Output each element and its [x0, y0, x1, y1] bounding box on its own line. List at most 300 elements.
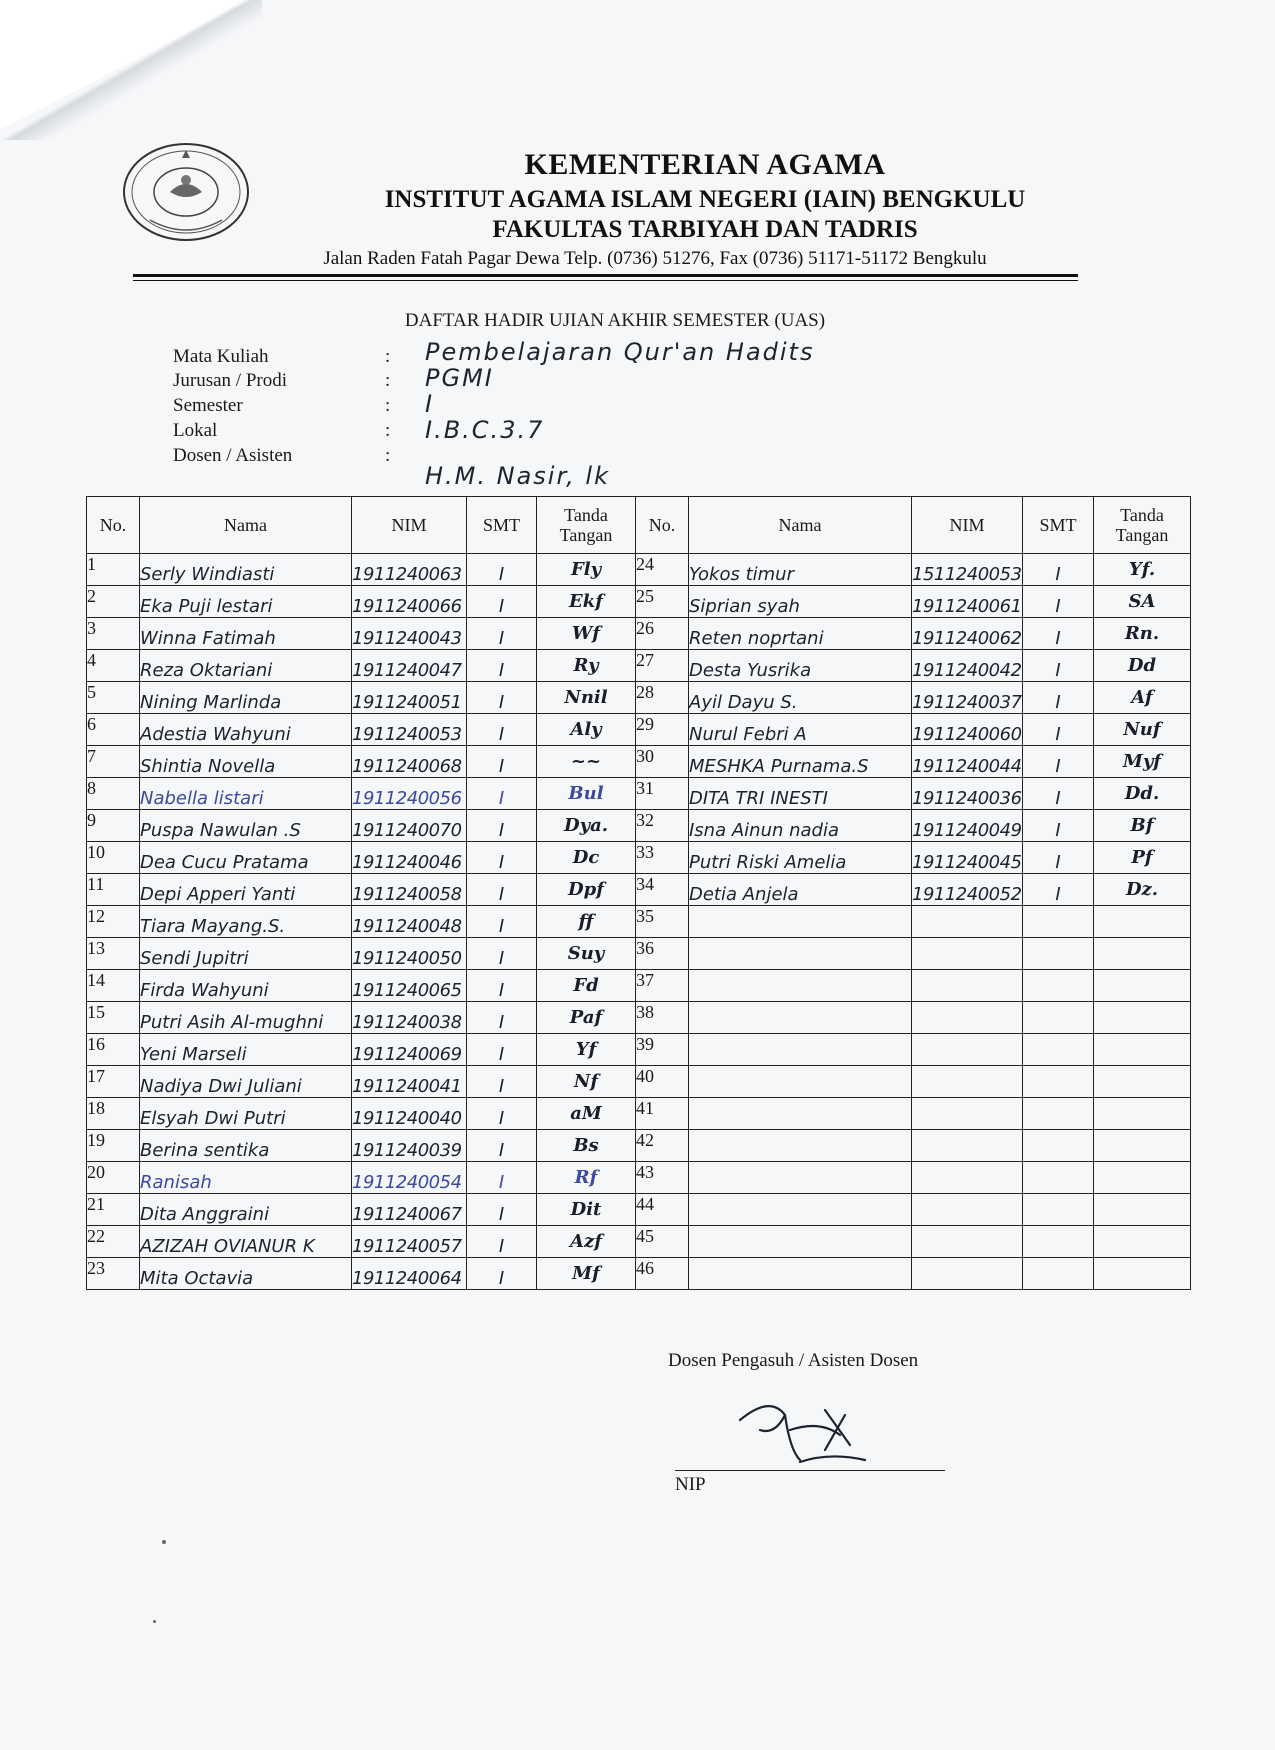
cell-nim: 1511240053 [912, 554, 1023, 586]
attendance-table [86, 496, 1191, 1290]
table-row [87, 1066, 1191, 1098]
table-row [87, 906, 1191, 938]
cell-smt: I [1023, 874, 1094, 906]
meta-label-lecturer: Dosen / Asisten [173, 445, 293, 466]
cell-signature: Fd [537, 970, 636, 1002]
cell-nim: 1911240063 [352, 554, 467, 586]
cell-name [689, 1002, 912, 1034]
cell-no: 30 [636, 746, 689, 778]
cell-signature: Rf [537, 1162, 636, 1194]
cell-no: 29 [636, 714, 689, 746]
cell-no: 28 [636, 682, 689, 714]
cell-signature: Dit [537, 1194, 636, 1226]
cell-nim [912, 1066, 1023, 1098]
cell-signature: Ekf [537, 586, 636, 618]
cell-nim: 1911240037 [912, 682, 1023, 714]
cell-signature: Fly [537, 554, 636, 586]
cell-smt: I [1023, 618, 1094, 650]
cell-smt: I [467, 1002, 537, 1034]
cell-smt: I [467, 938, 537, 970]
cell-nim [912, 906, 1023, 938]
cell-nim [912, 1162, 1023, 1194]
cell-signature: Ry [537, 650, 636, 682]
cell-smt: I [1023, 714, 1094, 746]
cell-nim [912, 1194, 1023, 1226]
col-header-nama: Nama [689, 497, 912, 554]
cell-no: 23 [87, 1258, 140, 1290]
cell-signature: Nnil [537, 682, 636, 714]
cell-signature [1094, 1162, 1191, 1194]
cell-name [689, 1258, 912, 1290]
meta-colon: : [385, 370, 391, 391]
cell-smt: I [467, 1162, 537, 1194]
cell-no: 38 [636, 1002, 689, 1034]
cell-nim [912, 1034, 1023, 1066]
cell-nim: 1911240067 [352, 1194, 467, 1226]
cell-name: Yokos timur [689, 554, 912, 586]
cell-name: Tiara Mayang.S. [140, 906, 352, 938]
cell-no: 14 [87, 970, 140, 1002]
cell-smt: I [467, 1226, 537, 1258]
table-row [87, 714, 1191, 746]
cell-smt: I [1023, 746, 1094, 778]
cell-smt: I [467, 810, 537, 842]
cell-signature: Af [1094, 682, 1191, 714]
cell-no: 17 [87, 1066, 140, 1098]
cell-name [689, 1034, 912, 1066]
cell-nim [912, 970, 1023, 1002]
cell-name: Sendi Jupitri [140, 938, 352, 970]
meta-colon: : [385, 445, 391, 466]
cell-no: 35 [636, 906, 689, 938]
cell-name: Ranisah [140, 1162, 352, 1194]
meta-label-room: Lokal [173, 420, 218, 441]
header-address: Jalan Raden Fatah Pagar Dewa Telp. (0736) 51276, Fax (0736) 51171-51172 Bengkulu [323, 248, 987, 269]
cell-nim: 1911240052 [912, 874, 1023, 906]
cell-nim [912, 1098, 1023, 1130]
cell-smt [1023, 1098, 1094, 1130]
cell-signature: Dc [537, 842, 636, 874]
cell-smt: I [1023, 842, 1094, 874]
cell-nim: 1911240046 [352, 842, 467, 874]
cell-nim: 1911240049 [912, 810, 1023, 842]
cell-signature: Suy [537, 938, 636, 970]
cell-nim [912, 1226, 1023, 1258]
cell-signature: Dd [1094, 650, 1191, 682]
table-row [87, 874, 1191, 906]
cell-no: 25 [636, 586, 689, 618]
cell-signature: aM [537, 1098, 636, 1130]
col-header-signature-line1: Tanda [564, 505, 608, 525]
cell-nim: 1911240047 [352, 650, 467, 682]
table-row [87, 938, 1191, 970]
col-header-no: No. [87, 497, 140, 554]
cell-smt: I [467, 906, 537, 938]
cell-smt: I [1023, 586, 1094, 618]
cell-name: Mita Octavia [140, 1258, 352, 1290]
cell-name: Eka Puji lestari [140, 586, 352, 618]
attendance-rows [87, 554, 1191, 1290]
cell-no: 12 [87, 906, 140, 938]
cell-signature [1094, 1066, 1191, 1098]
cell-nim: 1911240038 [352, 1002, 467, 1034]
col-header-smt: SMT [467, 497, 537, 554]
cell-smt [1023, 1226, 1094, 1258]
cell-name: DITA TRI INESTI [689, 778, 912, 810]
cell-no: 13 [87, 938, 140, 970]
cell-nim: 1911240048 [352, 906, 467, 938]
meta-colon: : [385, 346, 391, 367]
cell-signature: Pf [1094, 842, 1191, 874]
cell-name: Nabella listari [140, 778, 352, 810]
cell-smt: I [1023, 778, 1094, 810]
cell-signature [1094, 1226, 1191, 1258]
cell-smt [1023, 1258, 1094, 1290]
cell-signature: Rn. [1094, 618, 1191, 650]
cell-nim: 1911240039 [352, 1130, 467, 1162]
cell-nim [912, 1258, 1023, 1290]
table-row [87, 746, 1191, 778]
cell-smt: I [467, 1066, 537, 1098]
cell-smt: I [467, 778, 537, 810]
cell-no: 5 [87, 682, 140, 714]
cell-signature [1094, 906, 1191, 938]
table-row [87, 650, 1191, 682]
table-row [87, 554, 1191, 586]
cell-signature: Yf. [1094, 554, 1191, 586]
cell-name: Dea Cucu Pratama [140, 842, 352, 874]
cell-signature [1094, 1034, 1191, 1066]
meta-colon: : [385, 420, 391, 441]
table-row [87, 1034, 1191, 1066]
cell-nim: 1911240050 [352, 938, 467, 970]
header-rule-thin [133, 280, 1078, 281]
cell-nim: 1911240070 [352, 810, 467, 842]
cell-signature: Dpf [537, 874, 636, 906]
cell-smt: I [467, 1194, 537, 1226]
cell-signature [1094, 970, 1191, 1002]
cell-name: Reza Oktariani [140, 650, 352, 682]
cell-name [689, 1194, 912, 1226]
table-row [87, 618, 1191, 650]
cell-signature [1094, 1258, 1191, 1290]
col-header-no: No. [636, 497, 689, 554]
cell-smt: I [467, 1130, 537, 1162]
col-header-nama: Nama [140, 497, 352, 554]
cell-nim: 1911240043 [352, 618, 467, 650]
meta-label-program: Jurusan / Prodi [173, 370, 287, 391]
cell-signature: Aly [537, 714, 636, 746]
col-header-signature [537, 497, 636, 554]
cell-nim: 1911240061 [912, 586, 1023, 618]
cell-name [689, 1066, 912, 1098]
cell-no: 36 [636, 938, 689, 970]
cell-signature: ff [537, 906, 636, 938]
col-header-nim: NIM [352, 497, 467, 554]
cell-no: 33 [636, 842, 689, 874]
cell-name: AZIZAH OVIANUR K [140, 1226, 352, 1258]
cell-smt: I [1023, 554, 1094, 586]
scan-speck [162, 1540, 166, 1544]
col-header-signature [1094, 497, 1191, 554]
cell-nim: 1911240054 [352, 1162, 467, 1194]
cell-smt: I [467, 586, 537, 618]
cell-nim: 1911240066 [352, 586, 467, 618]
cell-nim: 1911240065 [352, 970, 467, 1002]
cell-signature [1094, 1194, 1191, 1226]
cell-name: Detia Anjela [689, 874, 912, 906]
cell-smt [1023, 1066, 1094, 1098]
header-ministry: KEMENTERIAN AGAMA [524, 148, 886, 181]
cell-name: Elsyah Dwi Putri [140, 1098, 352, 1130]
cell-smt [1023, 938, 1094, 970]
cell-name: Ayil Dayu S. [689, 682, 912, 714]
signature-label: Dosen Pengasuh / Asisten Dosen [668, 1350, 919, 1371]
cell-no: 9 [87, 810, 140, 842]
cell-nim: 1911240045 [912, 842, 1023, 874]
col-header-signature-line1: Tanda [1120, 505, 1164, 525]
cell-signature: Nf [537, 1066, 636, 1098]
meta-label-semester: Semester [173, 395, 243, 416]
cell-nim: 1911240069 [352, 1034, 467, 1066]
cell-smt: I [1023, 810, 1094, 842]
cell-no: 3 [87, 618, 140, 650]
header-faculty: FAKULTAS TARBIYAH DAN TADRIS [492, 216, 918, 243]
cell-name [689, 1130, 912, 1162]
cell-no: 7 [87, 746, 140, 778]
meta-value-semester: I [425, 390, 435, 418]
institution-seal-icon [120, 140, 252, 244]
nip-label: NIP [675, 1474, 706, 1495]
cell-name: Siprian syah [689, 586, 912, 618]
cell-name [689, 1226, 912, 1258]
cell-name: Nurul Febri A [689, 714, 912, 746]
cell-name: Isna Ainun nadia [689, 810, 912, 842]
cell-signature: ~~ [537, 746, 636, 778]
cell-nim: 1911240068 [352, 746, 467, 778]
cell-name: Firda Wahyuni [140, 970, 352, 1002]
cell-no: 27 [636, 650, 689, 682]
cell-smt [1023, 1034, 1094, 1066]
cell-no: 34 [636, 874, 689, 906]
cell-signature [1094, 1098, 1191, 1130]
header-institute: INSTITUT AGAMA ISLAM NEGERI (IAIN) BENGKULU [384, 186, 1026, 213]
cell-no: 21 [87, 1194, 140, 1226]
cell-signature: Dd. [1094, 778, 1191, 810]
cell-signature: Azf [537, 1226, 636, 1258]
scan-speck [153, 1620, 156, 1623]
cell-name [689, 1098, 912, 1130]
meta-colon: : [385, 395, 391, 416]
cell-name [689, 970, 912, 1002]
table-row [87, 1194, 1191, 1226]
cell-no: 43 [636, 1162, 689, 1194]
cell-no: 26 [636, 618, 689, 650]
cell-name [689, 906, 912, 938]
cell-no: 1 [87, 554, 140, 586]
cell-no: 22 [87, 1226, 140, 1258]
cell-nim: 1911240064 [352, 1258, 467, 1290]
cell-no: 10 [87, 842, 140, 874]
cell-name: Depi Apperi Yanti [140, 874, 352, 906]
cell-smt: I [467, 650, 537, 682]
cell-signature: Bul [537, 778, 636, 810]
cell-signature: Myf [1094, 746, 1191, 778]
table-row [87, 810, 1191, 842]
cell-no: 45 [636, 1226, 689, 1258]
cell-smt: I [467, 682, 537, 714]
folded-corner-shadow [0, 0, 262, 140]
cell-no: 44 [636, 1194, 689, 1226]
cell-nim [912, 938, 1023, 970]
meta-value-room: I.B.C.3.7 [425, 416, 545, 444]
table-row [87, 1002, 1191, 1034]
cell-name: Winna Fatimah [140, 618, 352, 650]
cell-name: Shintia Novella [140, 746, 352, 778]
document-title: DAFTAR HADIR UJIAN AKHIR SEMESTER (UAS) [404, 310, 826, 331]
cell-smt: I [467, 842, 537, 874]
meta-value-program: PGMI [425, 364, 494, 392]
cell-signature: Bf [1094, 810, 1191, 842]
table-row [87, 1162, 1191, 1194]
cell-no: 24 [636, 554, 689, 586]
cell-signature: Paf [537, 1002, 636, 1034]
meta-value-lecturer: H.M. Nasir, lk [425, 462, 610, 490]
cell-no: 39 [636, 1034, 689, 1066]
cell-smt: I [467, 874, 537, 906]
cell-nim: 1911240042 [912, 650, 1023, 682]
signature-line [675, 1470, 945, 1471]
cell-nim [912, 1002, 1023, 1034]
table-row [87, 682, 1191, 714]
table-row [87, 1258, 1191, 1290]
cell-name: Dita Anggraini [140, 1194, 352, 1226]
header-rule-thick [133, 274, 1078, 277]
cell-no: 6 [87, 714, 140, 746]
lecturer-signature-icon [730, 1390, 870, 1470]
cell-nim: 1911240044 [912, 746, 1023, 778]
cell-name: Berina sentika [140, 1130, 352, 1162]
cell-no: 20 [87, 1162, 140, 1194]
cell-nim: 1911240057 [352, 1226, 467, 1258]
cell-name: Puspa Nawulan .S [140, 810, 352, 842]
cell-name: Putri Asih Al-mughni [140, 1002, 352, 1034]
cell-no: 15 [87, 1002, 140, 1034]
cell-no: 4 [87, 650, 140, 682]
cell-no: 41 [636, 1098, 689, 1130]
cell-name: Putri Riski Amelia [689, 842, 912, 874]
col-header-signature-line2: Tangan [1115, 525, 1169, 545]
cell-signature: Mf [537, 1258, 636, 1290]
cell-no: 18 [87, 1098, 140, 1130]
cell-name [689, 938, 912, 970]
cell-name: MESHKA Purnama.S [689, 746, 912, 778]
cell-smt: I [467, 1098, 537, 1130]
cell-smt: I [467, 1258, 537, 1290]
cell-nim: 1911240041 [352, 1066, 467, 1098]
cell-signature: Dz. [1094, 874, 1191, 906]
cell-signature: Wf [537, 618, 636, 650]
cell-smt: I [467, 970, 537, 1002]
cell-nim: 1911240060 [912, 714, 1023, 746]
cell-no: 2 [87, 586, 140, 618]
cell-nim [912, 1130, 1023, 1162]
col-header-signature-line2: Tangan [559, 525, 613, 545]
cell-smt [1023, 1130, 1094, 1162]
meta-label-course: Mata Kuliah [173, 346, 269, 367]
cell-name: Yeni Marseli [140, 1034, 352, 1066]
cell-nim: 1911240056 [352, 778, 467, 810]
cell-smt: I [1023, 650, 1094, 682]
table-header-row [87, 497, 1191, 554]
cell-name: Desta Yusrika [689, 650, 912, 682]
table-row [87, 970, 1191, 1002]
cell-signature [1094, 1002, 1191, 1034]
table-row [87, 842, 1191, 874]
cell-signature: SA [1094, 586, 1191, 618]
cell-no: 31 [636, 778, 689, 810]
cell-name: Reten noprtani [689, 618, 912, 650]
cell-nim: 1911240053 [352, 714, 467, 746]
cell-no: 32 [636, 810, 689, 842]
cell-no: 42 [636, 1130, 689, 1162]
table-row [87, 1098, 1191, 1130]
cell-name: Nining Marlinda [140, 682, 352, 714]
cell-smt: I [467, 554, 537, 586]
meta-value-course: Pembelajaran Qur'an Hadits [425, 338, 815, 366]
cell-smt [1023, 970, 1094, 1002]
cell-name: Serly Windiasti [140, 554, 352, 586]
table-row [87, 778, 1191, 810]
cell-signature [1094, 1130, 1191, 1162]
cell-nim: 1911240058 [352, 874, 467, 906]
cell-no: 11 [87, 874, 140, 906]
cell-smt [1023, 1162, 1094, 1194]
cell-no: 37 [636, 970, 689, 1002]
cell-smt: I [467, 618, 537, 650]
cell-no: 8 [87, 778, 140, 810]
col-header-nim: NIM [912, 497, 1023, 554]
cell-smt: I [467, 714, 537, 746]
cell-name [689, 1162, 912, 1194]
cell-signature [1094, 938, 1191, 970]
cell-no: 16 [87, 1034, 140, 1066]
cell-smt: I [467, 1034, 537, 1066]
cell-nim: 1911240040 [352, 1098, 467, 1130]
cell-smt: I [1023, 682, 1094, 714]
cell-no: 19 [87, 1130, 140, 1162]
cell-signature: Yf [537, 1034, 636, 1066]
cell-signature: Bs [537, 1130, 636, 1162]
cell-smt [1023, 1194, 1094, 1226]
cell-no: 40 [636, 1066, 689, 1098]
table-row [87, 1226, 1191, 1258]
cell-signature: Dya. [537, 810, 636, 842]
cell-name: Adestia Wahyuni [140, 714, 352, 746]
col-header-smt: SMT [1023, 497, 1094, 554]
cell-smt [1023, 906, 1094, 938]
cell-name: Nadiya Dwi Juliani [140, 1066, 352, 1098]
cell-nim: 1911240036 [912, 778, 1023, 810]
cell-nim: 1911240051 [352, 682, 467, 714]
cell-smt: I [467, 746, 537, 778]
table-row [87, 1130, 1191, 1162]
table-row [87, 586, 1191, 618]
cell-smt [1023, 1002, 1094, 1034]
cell-nim: 1911240062 [912, 618, 1023, 650]
cell-signature: Nuf [1094, 714, 1191, 746]
cell-no: 46 [636, 1258, 689, 1290]
